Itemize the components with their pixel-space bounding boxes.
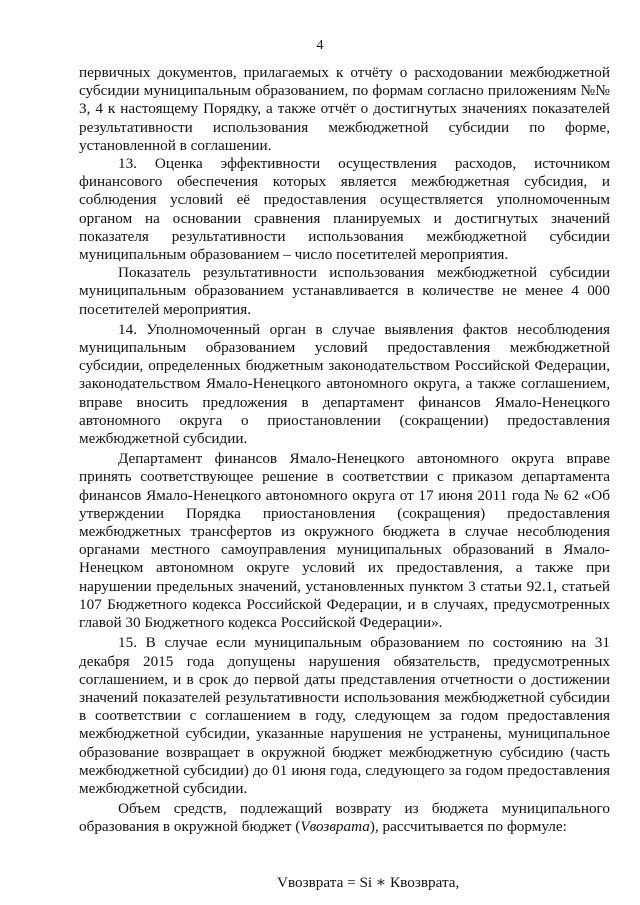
paragraph-refund-volume <box>79 800 610 836</box>
refund-volume-text-end: ), рассчитывается по формуле: <box>369 818 567 836</box>
document-body <box>79 64 610 892</box>
page-number: 4 <box>316 38 324 53</box>
paragraph-reporting-documents: первичных документов, прилагаемых к отчёту о расходовании межбюджетной субсидии муниципальным образованием, по формам согласно приложениям №№ 3, 4 к настоящему Порядку, а также отчёт о достигнутых значениях показателей результативности использования межбюджетной субсидии по форме, установленной в соглашении. <box>79 64 610 154</box>
paragraph-finance-department-decision: Департамент финансов Ямало-Ненецкого автономного округа вправе принять соответствующее решение в соответствии с приказом департамента финансов Ямало-Ненецкого автономного округа от 17 июня 2011 года № 62 «Об утверждении Порядка приостановления (сокращения) предоставления межбюджетных трансфертов из окружного бюджета в случае несоблюдения органами местного самоуправления муниципальных образований в Ямало-Ненецком автономном округе условий их предоставления, а также при нарушении предельных значений, установленных пунктом 3 статьи 92.1, статьей 107 Бюджетного кодекса Российской Федерации, и в случаях, предусмотренных главой 30 Бюджетного кодекса Российской Федерации». <box>79 450 610 632</box>
paragraph-13-efficiency-evaluation: 13. Оценка эффективности осуществления расходов, источником финансового обеспечения которых является межбюджетная субсидия, и соблюдения условий её предоставления осуществляется уполномоченным органом на основании сравнения планируемых и достигнутых значений показателя результативности использования межбюджетной субсидии муниципальным образованием – число посетителей мероприятия. <box>79 155 610 264</box>
refund-formula: Vвозврата = Si ∗ Квозврата, <box>277 873 460 891</box>
refund-variable: Vвозврата <box>300 818 370 836</box>
paragraph-performance-indicator: Показатель результативности использования межбюджетной субсидии муниципальным образованием устанавливается в количестве не менее 4 000 посетителей мероприятия. <box>79 264 610 318</box>
paragraph-15-refund: 15. В случае если муниципальным образованием по состоянию на 31 декабря 2015 года допущены нарушения обязательств, предусмотренных соглашением, и в срок до первой даты представления отчетности о достижении значений показателей результативности использования межбюджетной субсидии в соответствии с соглашением в году, следующем за годом предоставления межбюджетной субсидии, указанные нарушения не устранены, муниципальное образование возвращает в окружной бюджет межбюджетную субсидию (часть межбюджетной субсидии) до 01 июня года, следующего за годом предоставления межбюджетной субсидии. <box>79 634 610 797</box>
paragraph-14-violations: 14. Уполномоченный орган в случае выявления фактов несоблюдения муниципальным образованием условий предоставления межбюджетной субсидии, определенных бюджетным законодательством Российской Федерации, законодательством Ямало-Ненецкого автономного округа, а также соглашением, вправе вносить предложения в департамент финансов Ямало-Ненецкого автономного округа о приостановлении (сокращении) предоставления межбюджетной субсидии. <box>79 320 610 448</box>
refund-volume-text: Объем средств, подлежащий возврату из бюджета муниципального образования в окружной бюджет ( <box>79 800 610 836</box>
